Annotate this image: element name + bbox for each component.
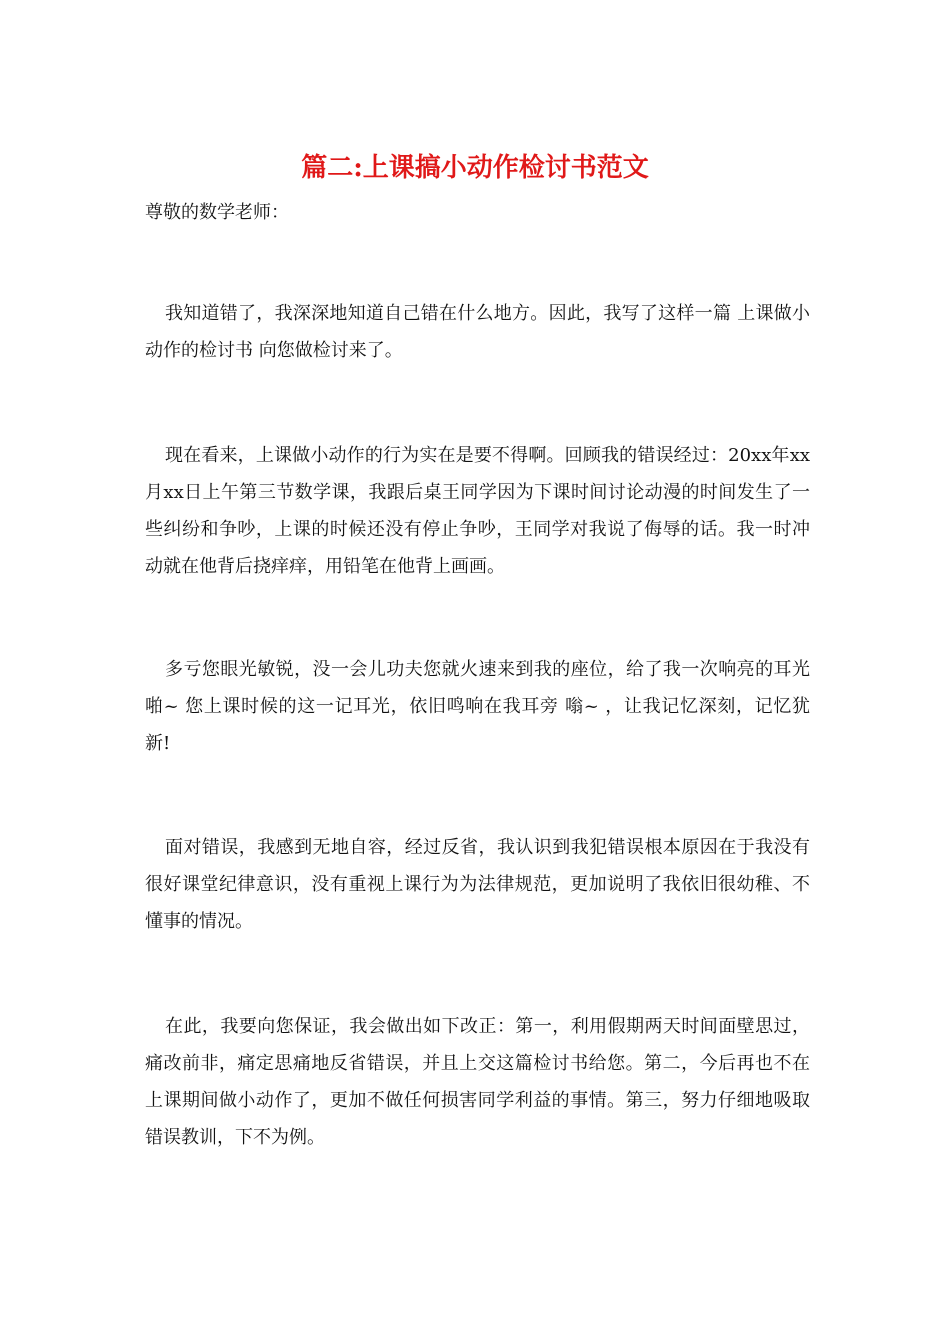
document-title: 篇二:上课搞小动作检讨书范文: [301, 153, 649, 183]
paragraph: 在此，我要向您保证，我会做出如下改正：第一，利用假期两天时间面壁思过，痛改前非，痛定思痛地反省错误，并且上交这篇检讨书给您。第二，今后再也不在上课期间做小动作了，更加不做任何损害同学利益的事情。第三，努力仔细地吸取错误教训，下不为例。: [145, 1016, 810, 1148]
salutation: 尊敬的数学老师：: [145, 202, 289, 223]
paragraph: 我知道错了，我深深地知道自己错在什么地方。因此，我写了这样一篇 上课做小动作的检讨书 向您做检讨来了。: [145, 303, 810, 361]
paragraph: 多亏您眼光敏锐，没一会儿功夫您就火速来到我的座位，给了我一次响亮的耳光 啪~ 您上课时候的这一记耳光，依旧鸣响在我耳旁 嗡~ ，让我记忆深刻，记忆犹新!: [145, 659, 810, 754]
paragraph: 现在看来，上课做小动作的行为实在是要不得啊。回顾我的错误经过：20xx年xx月xx日上午第三节数学课，我跟后桌王同学因为下课时间讨论动漫的时间发生了一些纠纷和争吵，上课的时候还没有停止争吵，王同学对我说了侮辱的话。我一时冲动就在他背后挠痒痒，用铅笔在他背上画画。: [145, 445, 810, 577]
paragraph: 面对错误，我感到无地自容，经过反省，我认识到我犯错误根本原因在于我没有很好课堂纪律意识，没有重视上课行为为法律规范，更加说明了我依旧很幼稚、不懂事的情况。: [145, 837, 810, 932]
